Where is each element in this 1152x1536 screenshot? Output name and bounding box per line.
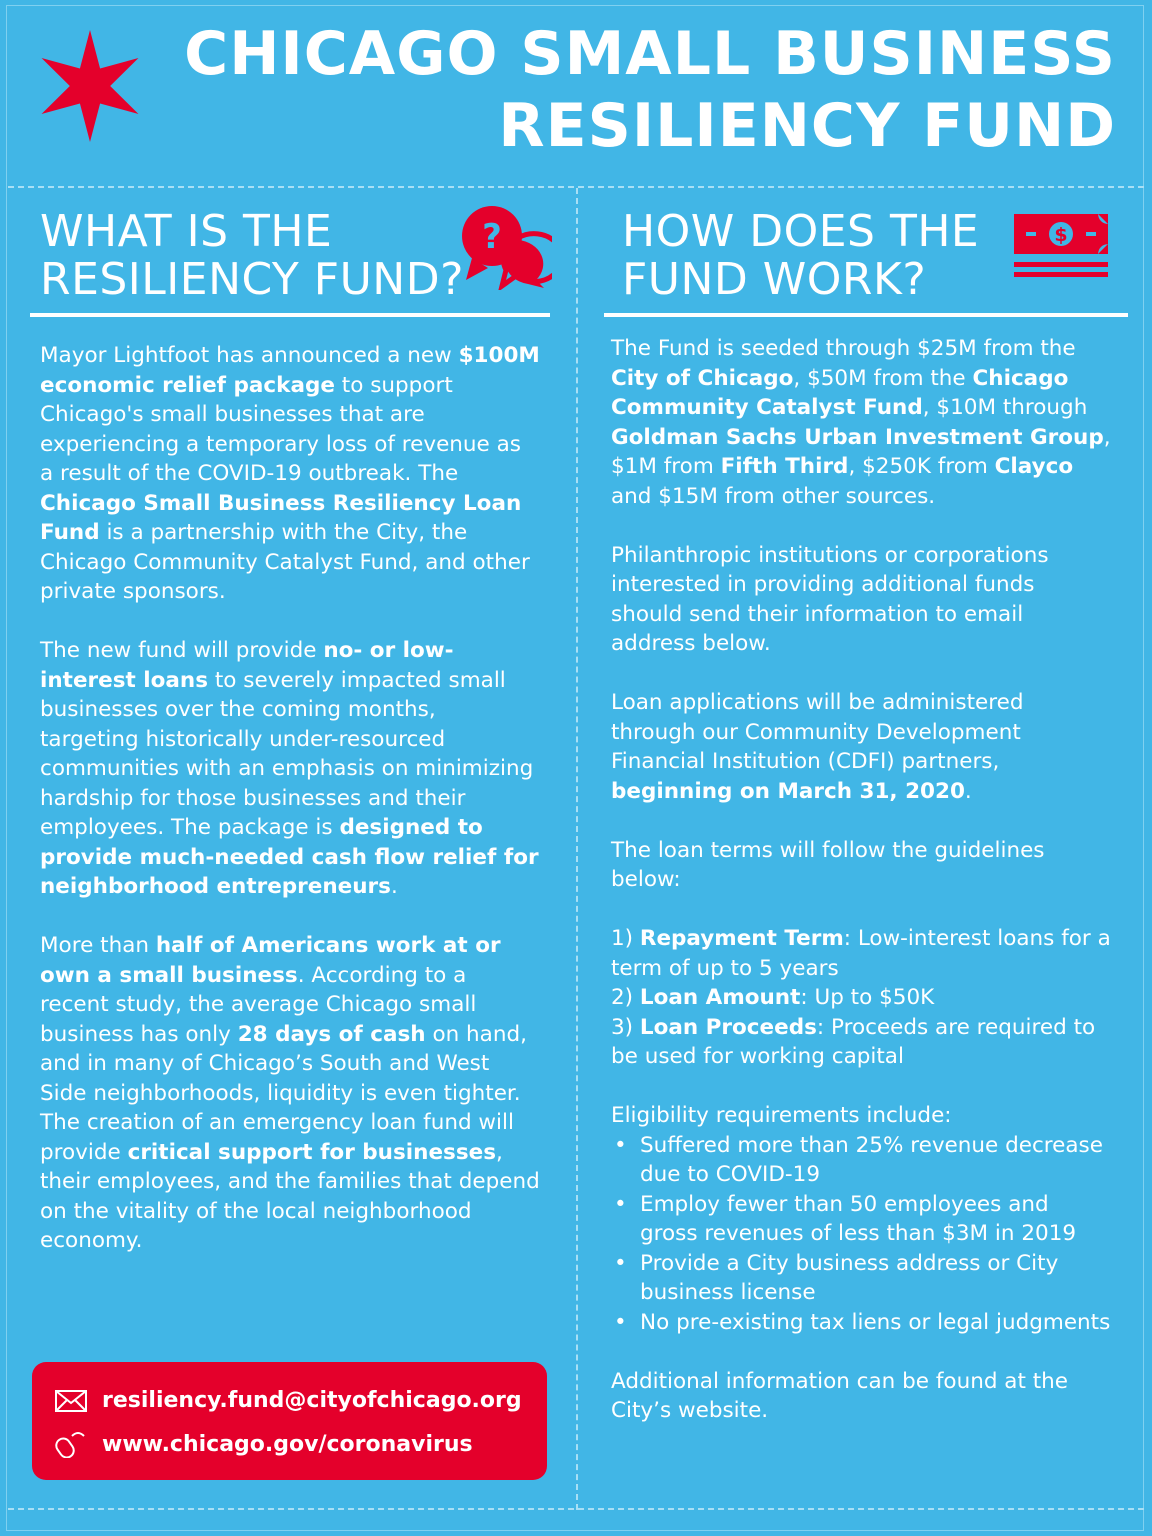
text-run: 1)	[611, 926, 640, 951]
bold-text: no- or low-interest loans	[40, 638, 454, 693]
bold-text: Fifth Third	[720, 454, 849, 479]
text-run: 2)	[611, 985, 640, 1010]
text-run: The loan terms will follow the guidelines below:	[611, 837, 1045, 892]
text-run: Philanthropic institutions or corporations interested in providing additional funds should send their information to email address below.	[611, 542, 1049, 656]
mouse-pointer-icon	[54, 1430, 88, 1458]
left-heading	[40, 208, 464, 304]
dollar-bill-icon	[1014, 210, 1108, 280]
bold-text: Chicago Community Catalyst Fund	[611, 365, 1069, 420]
right-heading-line-2: FUND WORK?	[622, 254, 927, 305]
left-paragraph-2	[40, 636, 540, 902]
bold-text: Repayment Term	[639, 926, 844, 951]
eligibility-item: • Provide a City business address or City business license	[611, 1249, 1111, 1308]
chicago-star-icon	[34, 30, 146, 142]
right-heading-line-1: HOW DOES THE	[622, 206, 980, 257]
loan-term-2	[611, 985, 934, 1010]
column-divider	[576, 188, 578, 1510]
text-run: , $250K from	[848, 454, 995, 479]
left-paragraph-3	[40, 931, 540, 1256]
bold-text: beginning on March 31, 2020	[611, 778, 965, 804]
right-heading-rule	[604, 313, 1128, 317]
bold-text: Loan Amount	[639, 985, 801, 1010]
question-bubbles-icon	[458, 200, 552, 290]
text-run: Loan applications will be administered through our Community Development Financial Institution (CDFI) partners,	[611, 690, 1024, 774]
left-heading-line-1: WHAT IS THE	[40, 206, 333, 257]
loan-term-1	[611, 926, 1111, 981]
right-paragraph-3	[611, 688, 1111, 806]
loan-term-3	[611, 1015, 1095, 1070]
bold-text: designed to provide much-needed cash flow relief for neighborhood entrepreneurs	[40, 815, 539, 899]
text-run: : Up to $50K	[800, 985, 935, 1010]
right-paragraph-4	[611, 836, 1111, 895]
bold-text: Clayco	[994, 454, 1074, 479]
contact-box	[32, 1362, 547, 1480]
text-run: to support Chicago's small businesses that are experiencing a temporary loss of revenue as a result of the COVID-19 outbreak. The	[40, 372, 521, 486]
bold-text: half of Americans work at or own a small business	[40, 933, 501, 988]
text-run: is a partnership with the City, the Chicago Community Catalyst Fund, and other private sponsors.	[40, 520, 530, 604]
title-line-1: CHICAGO SMALL BUSINESS	[184, 19, 1116, 89]
eligibility-item: • Employ fewer than 50 employees and gross revenues of less than $3M in 2019	[611, 1190, 1111, 1249]
eligibility-item: • Suffered more than 25% revenue decrease due to COVID-19	[611, 1131, 1111, 1190]
text-run: and $15M from other sources.	[611, 483, 936, 509]
eligibility-list	[611, 1131, 1111, 1338]
bold-text: Chicago Small Business Resiliency Loan Fund	[40, 490, 522, 545]
contact-email-row[interactable]	[54, 1388, 522, 1413]
left-heading-rule	[30, 313, 550, 317]
mail-icon	[54, 1389, 88, 1413]
text-run: , $1M from	[611, 424, 1111, 479]
eligibility-item: • No pre-existing tax liens or legal judgments	[611, 1308, 1111, 1338]
text-run: , their employees, and the families that depend on the vitality of the local neighborhood economy.	[40, 1139, 540, 1253]
text-run: More than	[40, 933, 156, 958]
left-heading-line-2: RESILIENCY FUND?	[40, 254, 464, 305]
svg-text:$: $	[1054, 224, 1068, 246]
title-line-2: RESILIENCY FUND	[498, 91, 1116, 161]
text-run: .	[964, 778, 972, 804]
right-paragraph-2	[611, 541, 1111, 659]
bold-text: critical support for businesses	[127, 1139, 497, 1165]
text-run: to severely impacted small businesses over the coming months, targeting historically under-resourced communities with an emphasis on minimizing hardship for those businesses and their employees. The package is	[40, 667, 534, 840]
text-run: Mayor Lightfoot has announced a new	[40, 343, 459, 368]
text-run: on hand, and in many of Chicago’s South and West Side neighborhoods, liquidity is even tighter. The creation of an emergency loan fund will provide	[40, 1021, 527, 1165]
text-run: .	[390, 874, 398, 899]
text-run: 3)	[611, 1014, 640, 1040]
right-paragraph-1	[611, 334, 1111, 511]
contact-email[interactable]: resiliency.fund@cityofchicago.org	[102, 1388, 522, 1413]
eligibility-intro: Eligibility requirements include:	[611, 1103, 952, 1128]
contact-website[interactable]: www.chicago.gov/coronavirus	[102, 1431, 473, 1457]
loan-terms-list	[611, 924, 1111, 1072]
eligibility-section	[611, 1101, 1111, 1337]
left-paragraph-1	[40, 341, 540, 607]
page-title	[184, 18, 1116, 162]
right-column-body	[611, 334, 1111, 1455]
bold-text: City of Chicago	[611, 365, 794, 391]
svg-text:?: ?	[482, 217, 502, 257]
bold-text: $100M economic relief package	[40, 343, 540, 398]
left-column-body	[40, 341, 540, 1285]
contact-website-row[interactable]	[54, 1430, 473, 1458]
right-heading	[622, 208, 979, 304]
header	[0, 0, 1152, 188]
text-run: : Low-interest loans for a term of up to 5 years	[611, 926, 1111, 981]
bold-text: Loan Proceeds	[639, 1014, 817, 1040]
text-run: The new fund will provide	[40, 638, 324, 663]
bold-text: Goldman Sachs Urban Investment Group	[611, 424, 1104, 450]
text-run: . According to a recent study, the average Chicago small business has only	[40, 962, 477, 1047]
text-run: , $50M from the	[793, 365, 973, 391]
bold-text: 28 days of cash	[237, 1021, 426, 1047]
text-run: : Proceeds are required to be used for working capital	[611, 1014, 1096, 1069]
closing-text: Additional information can be found at the City’s website.	[611, 1368, 1069, 1423]
text-run: The Fund is seeded through $25M from the	[611, 336, 1076, 361]
text-run: , $10M through	[922, 395, 1088, 420]
